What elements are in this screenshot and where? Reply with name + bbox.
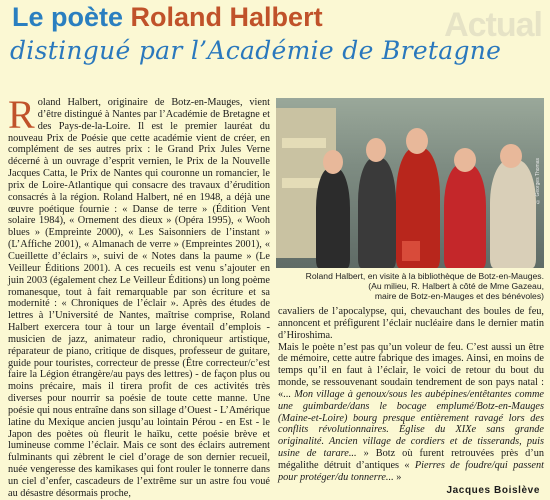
photo-head: [366, 138, 386, 162]
title-part-2: Roland Halbert: [130, 2, 323, 32]
author-signature: Jacques Boislève: [446, 485, 540, 496]
photo-shelf-board: [282, 138, 326, 148]
photo-person: [358, 158, 396, 268]
photo-credit: © Georges Thomas: [535, 158, 541, 204]
photo-person-mayor: [444, 164, 486, 268]
right-column: [278, 306, 544, 484]
background-section-word: Actual: [444, 6, 542, 44]
photo-caption: [278, 271, 544, 301]
poem-quote: Mon village à genoux/sous les aubépines/entêtantes comme une guimbarde/dans le bocage emplumé/Botz-en-Mauges (Maine-et-Loire) bourg presque entièrement ravagé lors des conflits révolutionnaires. Église du XIXe sans grande originalité. Ancien village de cordiers et de tisserands, puis usine de tarare...: [278, 388, 544, 460]
photo-head: [500, 144, 522, 168]
photo-head: [323, 150, 343, 174]
paragraph-text: Mais le poète n’est pas qu’un voleur de feu. C’est aussi un être de mémoire, cette autre fabrique des images. Ainsi, en moins de temps qu’il en faut à l’éclair, le voici de retour du bout du monde, se ressouvenant soudain tendrement de son pays natal : «...: [278, 341, 544, 400]
photo-book: [402, 241, 420, 261]
left-column-text: oland Halbert, originaire de Botz-en-Mauges, vient d’être distingué à Nantes par l’Académie de Bretagne et des Pays-de-la-Loire. Il est le premier lauréat du nouveau Prix de Poésie que cette académie vient de créer, en complément de ses autres prix : le Grand Prix Jules Verne décerné à un ouvrage d’esprit vernien, le Prix de la Nouvelle Jacques Catta, le Prix de Nantes qui couronne un romancier, le prix de Loire-Atlantique qui consacre des travaux d’érudition consacrés à la région. Roland Halbert, né en 1948, a déjà une œuvre poétique fournie : « Danse de terre » (Édition Vent solaire 1984), « Ornement des dieux » (Opéra 1995), « Wooh blues » (Empreinte 2000), « Les Saisonniers de l’instant » (L’Affiche 2001), « Almanach de verre » (Empreintes 2001), « Cueillette d’éclairs », suivi de « Notes dans la paume » (Le Veilleur Éditions 2001). A ces recueils est venu s’ajouter en juin 2003 (également chez Le Veilleur Éditions) un long poème romanesque, tout à fait remarquable par son écriture et sa modernité : « Chroniques de l’éclair ». Après des études de lettres à l’Université de Nantes, maîtrise comprise, Roland Halbert exercera tour à tour un large éventail d’emplois - musicien de jazz, animateur radio, chroniqueur artistique, réparateur de piano, critique de disques, professeur de guitare, guide pour touristes, correcteur de presse (Être correcteur/c’est faire la Légion étrangère/au pays des lettres) - de façon plus ou moins précaire, mais il tirera profit de ces activités très diverses pour nourrir sa poésie de toute cette manne. Une poésie qui nous entraîne dans son sillage d’Ouest - L’Amérique latine du Mexique ancien jusqu’au lointain Pérou - en Est - le Japon des poètes où fleurit le haïku, cette poésie brève et lumineuse comme l’éclair. Mais ce sont des éclairs autrement fulminants qui zèbrent le ciel d’orage de son dernier recueil, nuée vengeresse des kamikases qui font rouler le tonnerre dans un ciel d’enfer, cascadeurs de l’extrême sur un astre fou voué au désastre désormais proche,: [8, 97, 270, 499]
paragraph-text: »: [393, 471, 402, 483]
drop-cap: R: [8, 92, 35, 137]
right-column-paragraph-1: cavaliers de l’apocalypse, qui, chevauchant des boules de feu, annoncent et préfigurent l’éclair nucléaire dans le dernier matin d’Hiroshima.: [278, 306, 544, 341]
poem-quote: Pierres de foudre/qui passent pour protéger/du tonnerre...: [278, 459, 544, 483]
caption-line: Roland Halbert, en visite à la bibliothèque de Botz-en-Mauges.: [305, 271, 544, 281]
article-title: [12, 2, 323, 33]
paragraph-text: » Botz où furent retrouvées près d’un mégalithe détruit d’antiques «: [278, 448, 544, 471]
article-photo: [276, 98, 544, 268]
photo-head: [406, 128, 428, 154]
photo-head: [454, 148, 476, 172]
caption-line: maire de Botz-en-Mauges et des bénévoles): [374, 291, 544, 301]
left-column: [8, 92, 270, 499]
photo-person: [490, 160, 536, 268]
article-subtitle: distingué par l’Académie de Bretagne: [10, 36, 502, 65]
photo-person: [316, 168, 350, 268]
title-part-1: Le poète: [12, 2, 124, 32]
caption-line: (Au milieu, R. Halbert à côté de Mme Gazeau,: [368, 281, 544, 291]
right-column-paragraph-2: [278, 342, 544, 484]
